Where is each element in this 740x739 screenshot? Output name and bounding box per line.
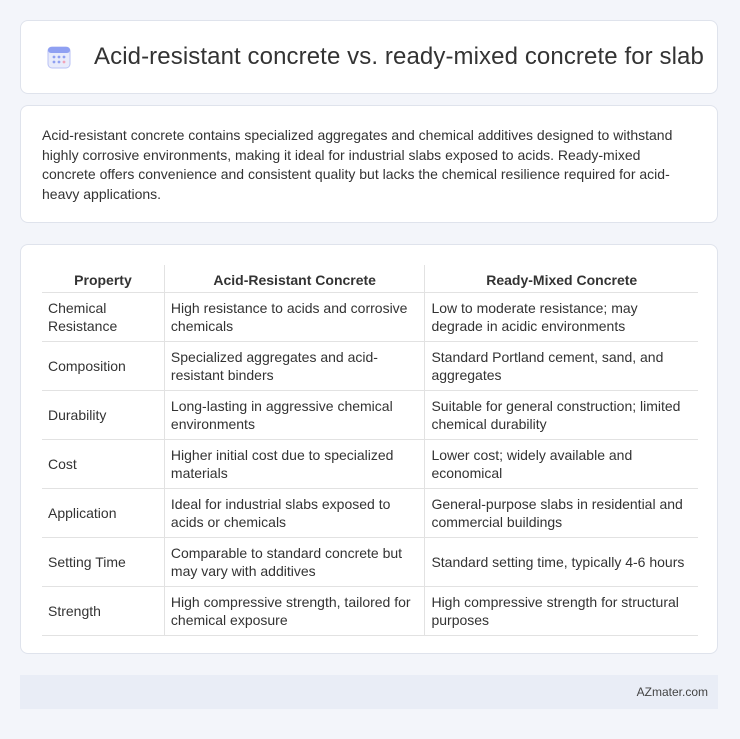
cell-property: Cost — [42, 440, 164, 489]
cell-acid-resistant: Long-lasting in aggressive chemical environments — [164, 391, 425, 440]
table-row — [42, 538, 698, 587]
table-header-row — [42, 265, 698, 293]
table-row — [42, 342, 698, 391]
cell-property: Durability — [42, 391, 164, 440]
cell-acid-resistant: Higher initial cost due to specialized materials — [164, 440, 425, 489]
comparison-table-card — [20, 244, 718, 654]
header-acid-resistant: Acid-Resistant Concrete — [164, 265, 425, 293]
cell-property: Composition — [42, 342, 164, 391]
cell-acid-resistant: High compressive strength, tailored for chemical exposure — [164, 587, 425, 636]
table-row — [42, 440, 698, 489]
cell-property: Application — [42, 489, 164, 538]
cell-property: Chemical Resistance — [42, 293, 164, 342]
cell-property: Setting Time — [42, 538, 164, 587]
page-title: Acid-resistant concrete vs. ready-mixed concrete for slab — [94, 43, 704, 70]
comparison-table — [42, 265, 698, 636]
header-property: Property — [42, 265, 164, 293]
table-row — [42, 391, 698, 440]
cell-acid-resistant: High resistance to acids and corrosive chemicals — [164, 293, 425, 342]
table-row — [42, 489, 698, 538]
description-card — [20, 105, 718, 223]
cell-ready-mixed: General-purpose slabs in residential and commercial buildings — [425, 489, 698, 538]
cell-acid-resistant: Specialized aggregates and acid-resistant binders — [164, 342, 425, 391]
header-ready-mixed: Ready-Mixed Concrete — [425, 265, 698, 293]
table-row — [42, 293, 698, 342]
cell-ready-mixed: High compressive strength for structural purposes — [425, 587, 698, 636]
description-text: Acid-resistant concrete contains specialized aggregates and chemical additives designed to withstand highly corrosive environments, making it ideal for industrial slabs exposed to acids. Ready-mixed concrete offers convenience and consistent quality but lacks the chemical resilience required for acid-heavy applications. — [42, 127, 673, 202]
cell-ready-mixed: Standard Portland cement, sand, and aggregates — [425, 342, 698, 391]
table-row — [42, 587, 698, 636]
cell-property: Strength — [42, 587, 164, 636]
cell-ready-mixed: Low to moderate resistance; may degrade in acidic environments — [425, 293, 698, 342]
footer — [20, 675, 718, 709]
cell-ready-mixed: Suitable for general construction; limited chemical durability — [425, 391, 698, 440]
cell-ready-mixed: Standard setting time, typically 4-6 hours — [425, 538, 698, 587]
cell-acid-resistant: Comparable to standard concrete but may vary with additives — [164, 538, 425, 587]
cell-acid-resistant: Ideal for industrial slabs exposed to acids or chemicals — [164, 489, 425, 538]
footer-site-link[interactable]: AZmater.com — [636, 685, 708, 699]
title-card — [20, 20, 718, 94]
cell-ready-mixed: Lower cost; widely available and economical — [425, 440, 698, 489]
calendar-grid-icon — [46, 44, 72, 70]
